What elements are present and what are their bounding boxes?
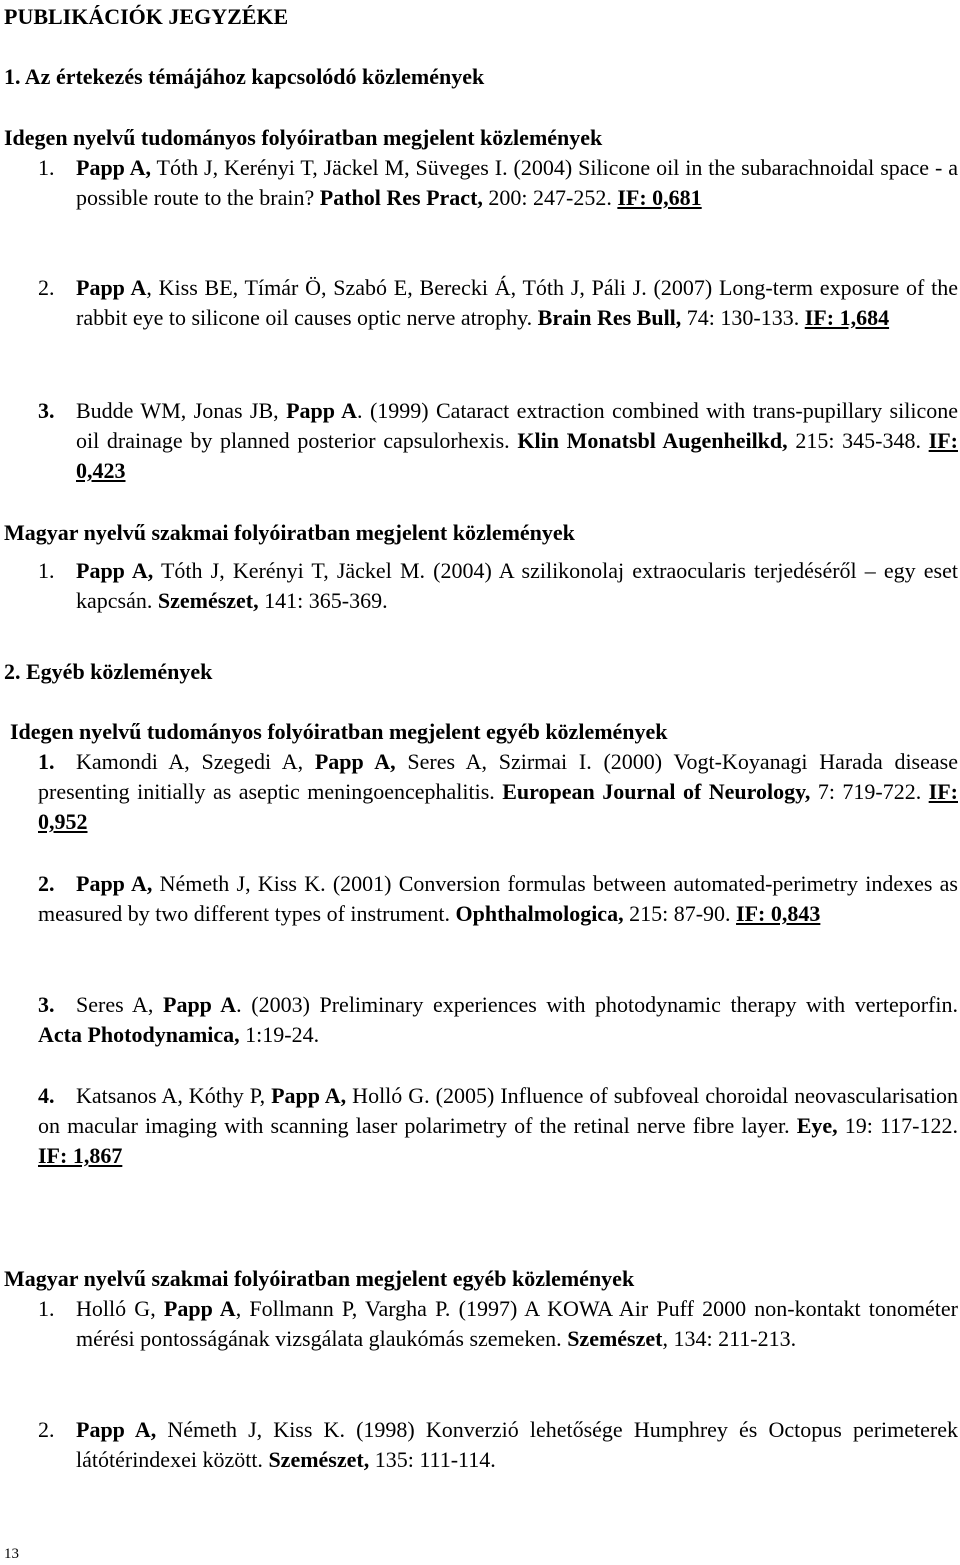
s2-hungarian-heading: Magyar nyelvű szakmai folyóiratban megjelent egyéb közlemények bbox=[4, 1266, 635, 1291]
entry-authors: Németh J, Kiss K. bbox=[156, 1417, 345, 1442]
entry-author-highlight: Papp A, bbox=[76, 558, 154, 583]
entry-number: 2. bbox=[38, 1417, 55, 1442]
entry-pages: 7: 719-722. bbox=[810, 779, 929, 804]
entry-number: 1. bbox=[38, 155, 55, 180]
publication-entry bbox=[0, 747, 958, 837]
entry-title: . (1999) Cataract extraction combined with trans-pupillary silicone oil drainage by planned posterior capsulorhexis. bbox=[76, 398, 958, 453]
entry-title: (2005) Influence of subfoveal choroidal neovascularisation on macular imaging with scanning laser polarimetry of the retinal nerve fibre layer. bbox=[38, 1083, 959, 1138]
entry-journal: European Journal of Neurology, bbox=[502, 779, 811, 804]
entry-author-highlight: Papp A bbox=[163, 992, 237, 1017]
entry-authors: Németh J, Kiss K. bbox=[152, 871, 326, 896]
entry-number: 1. bbox=[38, 749, 55, 774]
document-title: PUBLIKÁCIÓK JEGYZÉKE bbox=[4, 4, 289, 29]
entry-authors: Seres A, bbox=[76, 992, 163, 1017]
entry-authors: Tóth J, Kerényi T, Jäckel M. bbox=[153, 558, 426, 583]
entry-pages: 74: 130-133. bbox=[681, 305, 805, 330]
entry-title: . (2003) Preliminary experiences with photodynamic therapy with verteporfin. bbox=[236, 992, 958, 1017]
publication-entry bbox=[38, 273, 958, 333]
entry-number: 3. bbox=[38, 992, 55, 1017]
entry-journal: Eye, bbox=[796, 1113, 838, 1138]
entry-author-highlight: Papp A, bbox=[76, 1417, 157, 1442]
publication-entry bbox=[0, 990, 958, 1050]
entry-impact-factor: IF: 0,423 bbox=[76, 428, 958, 483]
entry-journal: Acta Photodynamica, bbox=[38, 1022, 240, 1047]
section-2-heading: 2. Egyéb közlemények bbox=[4, 659, 213, 684]
entry-author-highlight: Papp A bbox=[286, 398, 358, 423]
entry-journal: Szemészet, bbox=[268, 1447, 370, 1472]
publication-entry bbox=[0, 869, 958, 929]
entry-journal: Ophthalmologica, bbox=[455, 901, 624, 926]
publication-entry bbox=[38, 556, 958, 616]
entry-pages: 215: 87-90. bbox=[623, 901, 737, 926]
entry-pages: 200: 247-252. bbox=[482, 185, 618, 210]
entry-author-highlight: Papp A bbox=[76, 275, 147, 300]
s1-foreign-heading: Idegen nyelvű tudományos folyóiratban megjelent közlemények bbox=[4, 125, 603, 150]
s1-hungarian-heading: Magyar nyelvű szakmai folyóiratban megjelent közlemények bbox=[4, 520, 575, 545]
entry-pages: 135: 111-114. bbox=[369, 1447, 496, 1472]
entry-author-highlight: Papp A, bbox=[76, 155, 152, 180]
publication-entry bbox=[38, 153, 958, 213]
entry-pages: 141: 365-369. bbox=[258, 588, 388, 613]
entry-impact-factor: IF: 1,684 bbox=[804, 305, 890, 330]
entry-pages: 1:19-24. bbox=[239, 1022, 320, 1047]
entry-author-highlight: Papp A, bbox=[76, 871, 153, 896]
entry-title: (2004) Silicone oil in the subarachnoidal space - a possible route to the brain? bbox=[76, 155, 958, 210]
entry-number: 1. bbox=[38, 558, 55, 583]
entry-authors: Holló G. bbox=[346, 1083, 430, 1108]
entry-pages: 19: 117-122. bbox=[837, 1113, 958, 1138]
publication-entry bbox=[0, 1081, 958, 1171]
entry-number: 4. bbox=[38, 1083, 55, 1108]
entry-authors: Kamondi A, Szegedi A, bbox=[76, 749, 315, 774]
entry-number: 2. bbox=[38, 871, 55, 896]
entry-author-highlight: Papp A, bbox=[271, 1083, 347, 1108]
entry-authors: , Follmann P, Vargha P. bbox=[235, 1296, 451, 1321]
entry-title: (2000) Vogt-Koyanagi Harada disease presenting initially as aseptic meningoencephalitis. bbox=[38, 749, 958, 804]
entry-number: 3. bbox=[38, 398, 55, 423]
page-number: 13 bbox=[4, 1546, 19, 1562]
entry-authors: Budde WM, Jonas JB, bbox=[76, 398, 287, 423]
entry-impact-factor: IF: 0,843 bbox=[736, 901, 821, 926]
entry-journal: Pathol Res Pract, bbox=[319, 185, 483, 210]
entry-authors: Tóth J, Kerényi T, Jäckel M, Süveges I. bbox=[151, 155, 508, 180]
publication-entry bbox=[38, 1415, 958, 1475]
entry-impact-factor: IF: 1,867 bbox=[38, 1143, 123, 1168]
entry-author-highlight: Papp A bbox=[163, 1296, 236, 1321]
entry-number: 2. bbox=[38, 275, 55, 300]
entry-title: (1997) A KOWA Air Puff 2000 non-kontakt tonométer mérési pontosságának vizsgálata glaukómás szemeken. bbox=[76, 1296, 958, 1351]
entry-title: (2004) A szilikonolaj extraocularis terjedéséről – egy eset kapcsán. bbox=[76, 558, 959, 613]
entry-journal: Szemészet bbox=[567, 1326, 663, 1351]
entry-journal: Szemészet, bbox=[157, 588, 259, 613]
entry-title: (2001) Conversion formulas between automated-perimetry indexes as measured by two different types of instrument. bbox=[38, 871, 958, 926]
entry-journal: Klin Monatsbl Augenheilkd, bbox=[517, 428, 788, 453]
entry-title: (2007) Long-term exposure of the rabbit eye to silicone oil causes optic nerve atrophy. bbox=[76, 275, 958, 330]
s2-foreign-heading: Idegen nyelvű tudományos folyóiratban megjelent egyéb közlemények bbox=[10, 719, 668, 744]
publication-entry bbox=[38, 1294, 958, 1354]
entry-authors: , Kiss BE, Tímár Ö, Szabó E, Berecki Á, Tóth J, Páli J. bbox=[146, 275, 647, 300]
entry-pages: 215: 345-348. bbox=[787, 428, 929, 453]
entry-authors: Katsanos A, Kóthy P, bbox=[76, 1083, 272, 1108]
entry-authors: Seres A, Szirmai I. bbox=[395, 749, 592, 774]
entry-journal: Brain Res Bull, bbox=[537, 305, 682, 330]
entry-pages: , 134: 211-213. bbox=[662, 1326, 797, 1351]
entry-title: (1998) Konverzió lehetősége Humphrey és Octopus perimeterek látótérindexei között. bbox=[76, 1417, 958, 1472]
entry-author-highlight: Papp A, bbox=[314, 749, 396, 774]
section-1-heading: 1. Az értekezés témájához kapcsolódó közlemények bbox=[4, 64, 485, 89]
entry-impact-factor: IF: 0,681 bbox=[617, 185, 702, 210]
entry-impact-factor: IF: 0,952 bbox=[38, 779, 958, 834]
publication-entry bbox=[38, 396, 958, 486]
entry-authors: Holló G, bbox=[76, 1296, 164, 1321]
entry-number: 1. bbox=[38, 1296, 55, 1321]
